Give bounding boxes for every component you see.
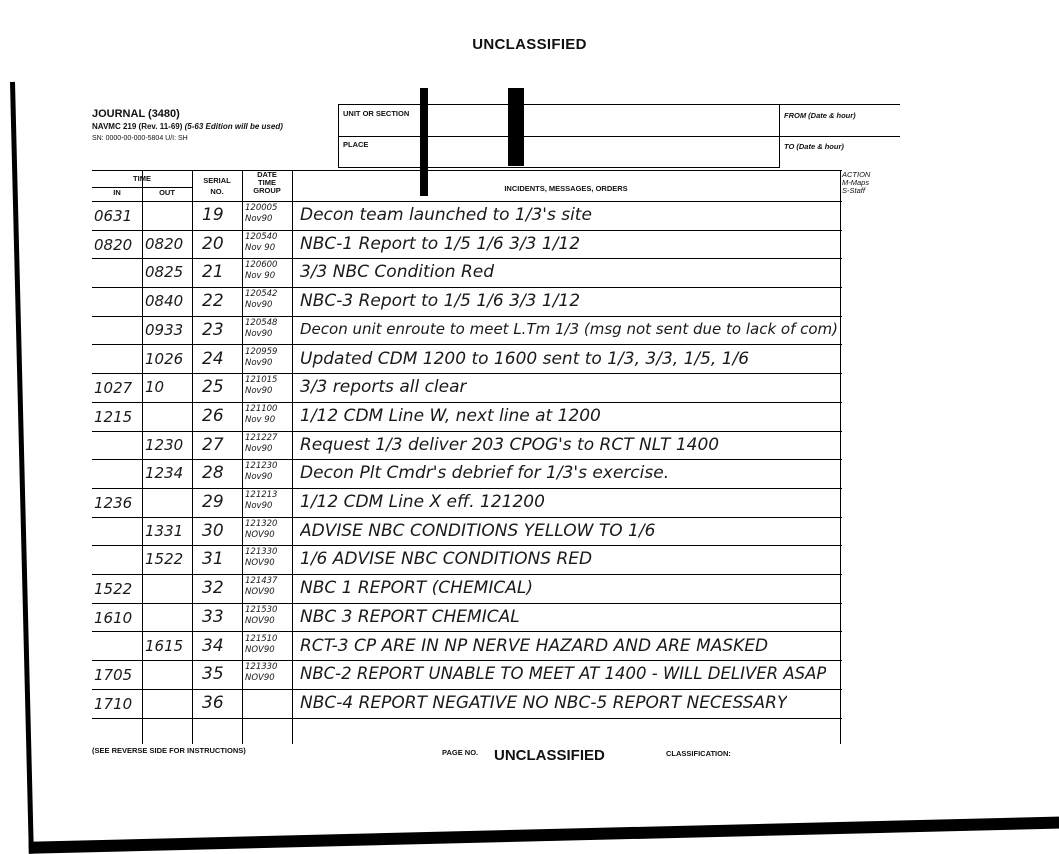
dtg-line2: NOV90 [245,644,275,655]
col-dtg-line3: GROUP [253,186,281,195]
time-out: 1615 [145,636,184,655]
serial-number: 26 [202,405,224,426]
table-row [92,459,842,489]
from-field [778,104,900,137]
table-row [92,545,842,575]
col-action-line2: M-Maps [842,178,870,187]
classification-top: UNCLASSIFIED [472,36,587,53]
dtg-line2: Nov90 [245,443,273,454]
dtg-line1: 121530 [245,604,278,615]
serial-number: 21 [202,262,224,283]
col-action-line3: S-Staff [842,186,865,195]
footer-instructions: (SEE REVERSE SIDE FOR INSTRUCTIONS) [92,746,246,755]
dtg-line1: 121213 [245,490,278,500]
dtg-line1: 120600 [245,260,278,271]
dtg-line1: 121230 [245,461,278,472]
incident-message: Decon unit enroute to meet L.Tm 1/3 (msg not sent due to lack of com) [300,319,839,338]
place-label: PLACE [343,140,369,149]
time-out: 10 [145,378,165,397]
table-row [92,689,842,719]
serial-number: 32 [202,578,224,599]
time-out: 0933 [145,320,184,339]
serial-number: 28 [202,463,224,484]
dtg-line2: Nov90 [245,472,273,483]
dtg-line1: 120542 [245,289,278,300]
table-row [92,201,842,231]
form-title: JOURNAL (3480) [92,108,180,120]
dtg-line2: NOV90 [245,673,275,684]
serial-number: 25 [202,377,224,398]
table-row [92,373,842,403]
dtg-line1: 121330 [245,662,278,673]
time-out: 0840 [145,292,184,311]
time-in: 1236 [94,494,133,512]
incident-message: Decon team launched to 1/3's site [300,205,592,225]
col-out: OUT [142,187,192,197]
time-in: 0631 [94,207,133,225]
incident-message: 1/12 CDM Line X eff. 121200 [300,492,545,512]
time-in: 1710 [94,694,133,713]
stock-number: SN: 0000-00-000-5804 U/I: SH [92,135,188,142]
col-action-line1: ACTION [842,170,871,179]
form-number-text: NAVMC 219 (Rev. 11-69) [92,122,183,131]
incident-message: Request 1/3 deliver 203 CPOG's to RCT NLT 1400 [300,434,720,455]
table-row [92,316,842,346]
table-row [92,574,842,604]
dtg-line2: NOV90 [245,558,275,569]
col-serial [192,177,242,196]
unit-label: UNIT OR SECTION [343,109,410,118]
journal-table [92,170,871,744]
table-row [92,230,842,260]
time-in: 1705 [94,666,133,685]
table-row [92,431,842,461]
incident-message: Decon Plt Cmdr's debrief for 1/3's exercise. [300,463,670,484]
incident-message: 3/3 NBC Condition Red [300,262,495,283]
serial-number: 20 [202,233,224,254]
time-in: 1610 [94,608,133,627]
dtg-line2: Nov90 [245,357,273,368]
incident-message: RCT-3 CP ARE IN NP NERVE HAZARD AND ARE MASKED [300,635,769,656]
col-action [842,171,898,195]
serial-number: 31 [202,549,224,570]
table-row [92,258,842,288]
serial-number: 29 [202,492,224,512]
to-field [778,136,900,167]
time-out: 1522 [145,550,184,569]
incident-message: NBC-2 REPORT UNABLE TO MEET AT 1400 - WILL DELIVER ASAP [300,664,827,684]
time-in: 0820 [94,235,133,254]
time-out: 1331 [145,521,184,540]
col-dtg-line1: DATE [257,170,277,179]
col-dtg-line2: TIME [258,178,276,187]
time-out: 0825 [145,263,184,282]
table-row [92,660,842,690]
to-label: TO (Date & hour) [784,142,844,151]
dtg-line1: 121330 [245,547,278,558]
dtg-line2: Nov90 [245,328,273,339]
place-field [338,136,780,168]
serial-number: 22 [202,291,224,312]
incident-message: 1/6 ADVISE NBC CONDITIONS RED [300,549,593,570]
serial-number: 23 [202,319,224,340]
incident-message: NBC-4 REPORT NEGATIVE NO NBC-5 REPORT NECESSARY [300,692,788,713]
from-label: FROM (Date & hour) [784,111,856,120]
dtg-line1: 121015 [245,375,278,386]
dtg-line2: Nov 90 [245,271,276,282]
incident-message: 3/3 reports all clear [300,377,467,398]
table-row [92,603,842,633]
form-number [92,122,283,131]
serial-number: 35 [202,664,224,685]
dtg-line1: 120959 [245,346,278,357]
time-out: 1230 [145,435,184,454]
classification-bottom: UNCLASSIFIED [494,747,605,764]
dtg-line2: Nov 90 [245,414,276,425]
incident-message: ADVISE NBC CONDITIONS YELLOW TO 1/6 [300,520,656,541]
col-in: IN [92,187,142,197]
dtg-line2: Nov90 [245,214,273,224]
footer-page-no: PAGE NO. [442,748,479,757]
dtg-line1: 121510 [245,633,278,644]
dtg-line1: 120540 [245,231,278,242]
table-row [92,402,842,432]
serial-number: 24 [202,348,224,369]
table-row [92,287,842,317]
incident-message: NBC 1 REPORT (CHEMICAL) [300,578,533,599]
dtg-line2: NOV90 [245,529,275,540]
dtg-line1: 120548 [245,317,278,328]
dtg-line1: 121437 [245,576,278,587]
incident-message: NBC-3 Report to 1/5 1/6 3/3 1/12 [300,291,581,312]
dtg-line2: Nov90 [245,501,273,511]
incident-message: NBC 3 REPORT CHEMICAL [300,606,520,627]
time-in: 1215 [94,407,133,426]
col-serial-line1: SERIAL [203,176,231,185]
dtg-line1: 120005 [245,203,278,213]
footer-classification: CLASSIFICATION: [666,749,731,758]
edition-note: (5-63 Edition will be used) [184,122,283,131]
incident-message: Updated CDM 1200 to 1600 sent to 1/3, 3/3, 1/5, 1/6 [300,348,750,369]
serial-number: 34 [202,635,224,656]
serial-number: 30 [202,520,224,541]
dtg-line2: NOV90 [245,615,275,626]
col-time: TIME [133,174,151,183]
time-out: 1026 [145,349,184,368]
table-row [92,345,842,375]
dtg-line1: 121100 [245,403,278,414]
dtg-line2: Nov90 [245,386,273,397]
dtg-line2: Nov 90 [245,242,276,253]
incident-message: 1/12 CDM Line W, next line at 1200 [300,405,601,426]
incident-message: NBC-1 Report to 1/5 1/6 3/3 1/12 [300,233,581,254]
serial-number: 36 [202,692,224,713]
dtg-line1: 121227 [245,432,278,443]
serial-number: 19 [202,205,224,225]
redaction-mark [508,88,524,166]
time-in: 1522 [94,580,133,599]
time-out: 0820 [145,234,184,253]
table-row [92,517,842,547]
col-dtg [242,171,292,195]
dtg-line1: 121320 [245,518,278,529]
serial-number: 27 [202,434,224,455]
unit-or-section-field [338,104,780,137]
col-serial-line2: NO. [210,187,224,196]
time-in: 1027 [94,379,133,398]
table-row [92,488,842,518]
time-out: 1234 [145,464,184,483]
dtg-line2: NOV90 [245,587,275,598]
col-incidents: INCIDENTS, MESSAGES, ORDERS [504,184,628,193]
serial-number: 33 [202,606,224,627]
dtg-line2: Nov90 [245,300,273,311]
table-row [92,632,842,662]
